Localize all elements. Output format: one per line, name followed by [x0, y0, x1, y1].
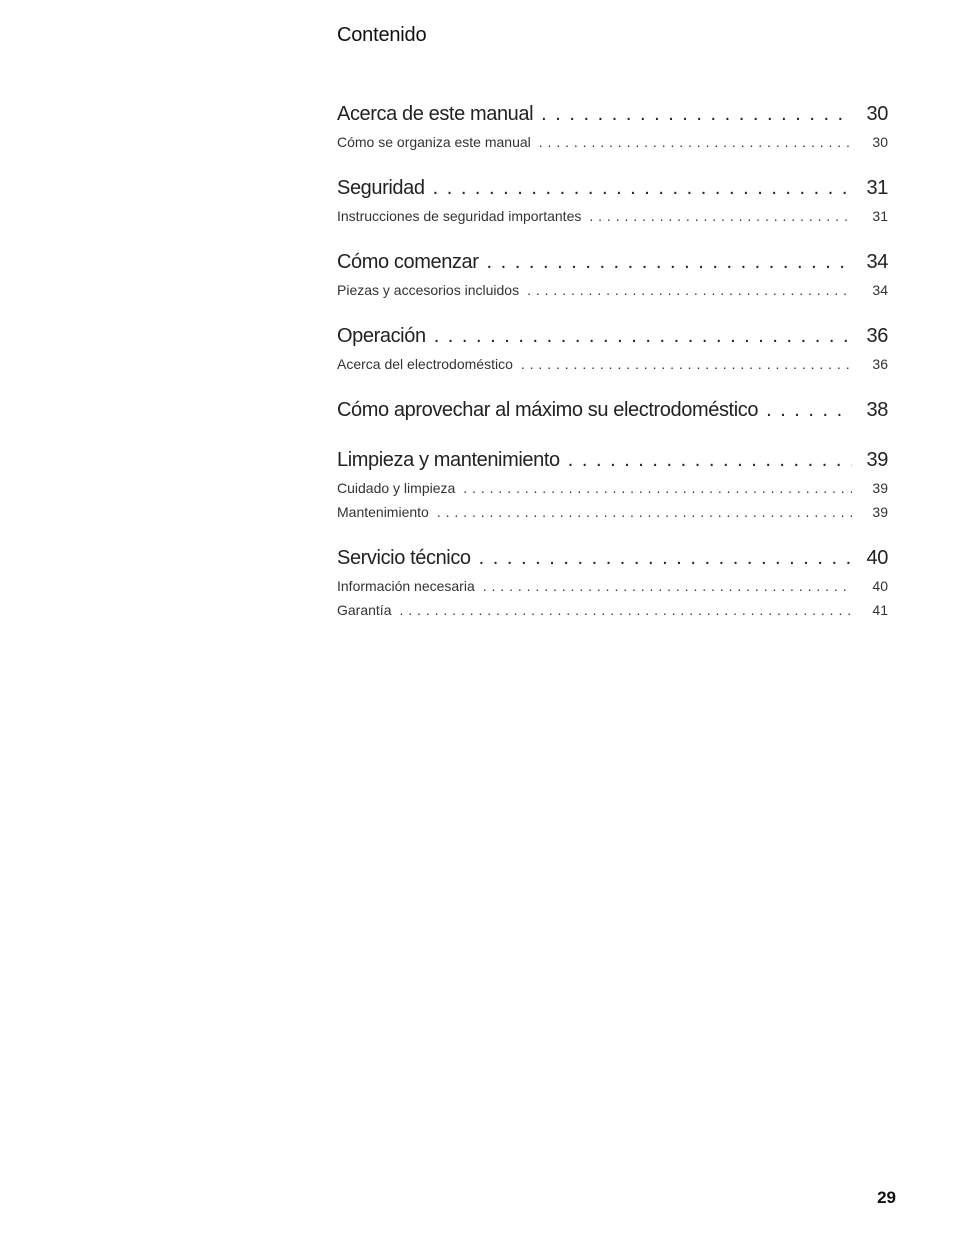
dot-leader [479, 542, 852, 574]
toc-entry-label: Operación [337, 325, 426, 347]
toc-entry-page: 34 [866, 251, 888, 273]
toc-subentry-page: 36 [872, 356, 888, 372]
toc-subentry[interactable] [337, 574, 888, 598]
dot-leader [399, 598, 852, 622]
toc-entry-label: Cómo aprovechar al máximo su electrodoméstico [337, 399, 759, 421]
toc-subentry-label: Garantía [337, 602, 392, 618]
toc-section [337, 246, 888, 302]
toc-entry-page: 38 [866, 399, 888, 421]
dot-leader [539, 130, 852, 154]
toc-subentry[interactable] [337, 352, 888, 376]
toc-subentry-page: 31 [872, 208, 888, 224]
toc-entry-label: Acerca de este manual [337, 103, 534, 125]
toc-section [337, 394, 888, 426]
toc-subentry-label: Acerca del electrodoméstico [337, 356, 513, 372]
toc-subentry[interactable] [337, 278, 888, 302]
toc-entry[interactable] [337, 444, 888, 476]
toc-subentry[interactable] [337, 130, 888, 154]
toc-subentry-label: Cómo se organiza este manual [337, 134, 531, 150]
toc-entry-page: 40 [866, 547, 888, 569]
toc-subentry-page: 30 [872, 134, 888, 150]
toc-subentry[interactable] [337, 500, 888, 524]
dot-leader [483, 574, 852, 598]
page-number: 29 [877, 1188, 896, 1207]
toc-subentry-label: Cuidado y limpieza [337, 480, 456, 496]
dot-leader [589, 204, 852, 228]
toc-section [337, 444, 888, 524]
toc-entry-page: 36 [866, 325, 888, 347]
dot-leader [437, 500, 852, 524]
toc-entry-label: Limpieza y mantenimiento [337, 449, 560, 471]
toc-subentry-page: 39 [872, 504, 888, 520]
dot-leader [521, 352, 852, 376]
dot-leader [527, 278, 852, 302]
dot-leader [541, 98, 852, 130]
toc-entry[interactable] [337, 98, 888, 130]
toc-entry[interactable] [337, 542, 888, 574]
toc-entry[interactable] [337, 172, 888, 204]
toc-section [337, 320, 888, 376]
dot-leader [487, 246, 852, 278]
toc-entry-page: 39 [866, 449, 888, 471]
toc-subentry-page: 39 [872, 480, 888, 496]
dot-leader [433, 172, 852, 204]
toc-entry[interactable] [337, 394, 888, 426]
dot-leader [568, 444, 852, 476]
toc-entry-label: Seguridad [337, 177, 425, 199]
toc-subentry[interactable] [337, 598, 888, 622]
table-of-contents [337, 98, 888, 640]
dot-leader [766, 394, 852, 426]
page-title: Contenido [337, 24, 427, 46]
toc-subentry[interactable] [337, 476, 888, 500]
toc-entry[interactable] [337, 320, 888, 352]
dot-leader [463, 476, 852, 500]
toc-entry-page: 30 [866, 103, 888, 125]
toc-entry-page: 31 [866, 177, 888, 199]
toc-entry[interactable] [337, 246, 888, 278]
toc-entry-label: Servicio técnico [337, 547, 471, 569]
toc-subentry-label: Mantenimiento [337, 504, 429, 520]
toc-section [337, 98, 888, 154]
dot-leader [434, 320, 852, 352]
toc-subentry-label: Instrucciones de seguridad importantes [337, 208, 582, 224]
toc-subentry-label: Piezas y accesorios incluidos [337, 282, 520, 298]
toc-subentry-page: 41 [872, 602, 888, 618]
toc-subentry-page: 34 [872, 282, 888, 298]
toc-entry-label: Cómo comenzar [337, 251, 479, 273]
toc-section [337, 172, 888, 228]
toc-subentry-page: 40 [872, 578, 888, 594]
toc-subentry[interactable] [337, 204, 888, 228]
toc-subentry-label: Información necesaria [337, 578, 475, 594]
toc-section [337, 542, 888, 622]
